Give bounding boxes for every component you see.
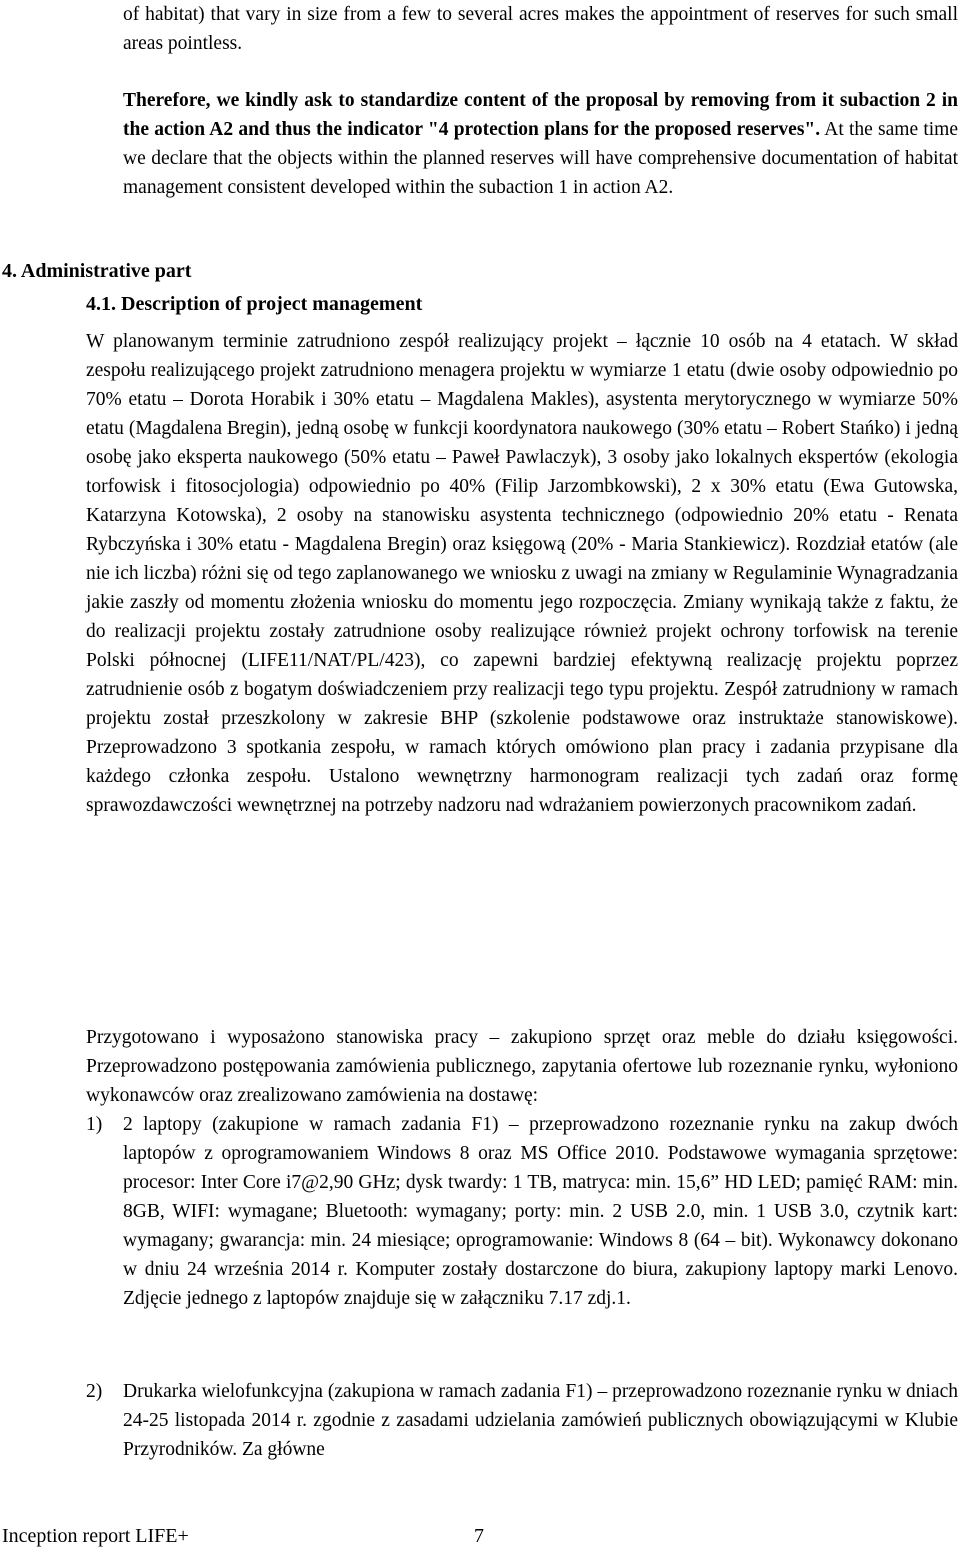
- page-number: 7: [474, 1525, 484, 1547]
- management-paragraph: W planowanym terminie zatrudniono zespół realizujący projekt – łącznie 10 osób na 4 etatach. W skład zespołu realizującego projekt zatrudniono menagera projektu w wymiarze 1 etatu (dwie osoby odpowiednio po 70% etatu – Dorota Horabik i 30% etatu – Magdalena Makles), asystenta merytorycznego w wymiarze 50% etatu (Magdalena Bregin), jedną osobę w funkcji koordynatora naukowego (30% etatu – Robert Stańko) i jedną osobę jako eksperta naukowego (50% etatu – Paweł Pawlaczyk), 3 osoby jako lokalnych ekspertów (ekologia torfowisk i fitosocjologia) odpowiednio po 40% (Filip Jarzombkowski), 2 x 30% etatu (Ewa Gutowska, Katarzyna Kotowska), 2 osoby na stanowisku asystenta technicznego (odpowiednio 20% etatu - Renata Rybczyńska i 30% etatu - Magdalena Bregin) oraz księgową (20% - Maria Stankiewicz). Rozdział etatów (ale nie ich liczba) różni się od tego zaplanowanego we wniosku z uwagi na zmiany w Regulaminie Wynagradzania jakie zaszły od momentu złożenia wniosku do momentu jego rozpoczęcia. Zmiany wynikają także z faktu, że do realizacji projektu zostały zatrudnione osoby realizujące również projekt ochrony torfowisk na terenie Polski północnej (LIFE11/NAT/PL/423), co zapewni bardziej efektywną realizację projektu poprzez zatrudnienie osób z bogatym doświadczeniem przy realizacji tego typu projektu. Zespół zatrudniony w ramach projektu został przeszkolony w zakresie BHP (szkolenie podstawowe oraz instruktaże stanowiskowe). Przeprowadzono 3 spotkania zespołu, w ramach których omówiono plan pracy i zadania przypisane dla każdego członka zespołu. Ustalono wewnętrzny harmonogram realizacji tych zadań oraz formę sprawozdawczości wewnętrznej na potrzeby nadzoru nad wdrażaniem powierzonych pracownikom zadań.: [86, 331, 958, 816]
- subsection-heading: 4.1. Description of project management: [86, 293, 423, 315]
- page-footer: [0, 1522, 960, 1551]
- intro-paragraph-1: of habitat) that vary in size from a few to several acres makes the appointment of reserves for such small areas pointless.: [123, 4, 958, 54]
- list-item-text: 2 laptopy (zakupione w ramach zadania F1) – przeprowadzono rozeznanie rynku na zakup dwóch laptopów z oprogramowaniem Windows 8 oraz MS Office 2010. Podstawowe wymagania sprzętowe: procesor: Inter Core i7@2,90 GHz; dysk twardy: 1 TB, matryca: min. 15,6” HD LED; pamięć RAM: min. 8GB, WIFI: wymagane; Bluetooth: wymagany; porty: min. 2 USB 2.0, min. 1 USB 3.0, czytnik kart: wymagany; gwarancja: min. 24 miesiące; oprogramowanie: Windows 8 (64 – bit). Wykonawcy dokonano w dniu 24 września 2014 r. Komputer zostały dostarczone do biura, zakupiony laptopy marki Lenovo. Zdjęcie jednego z laptopów znajduje się w załączniku 7.17 zdj.1.: [123, 1114, 958, 1309]
- intro-paragraph-2: [123, 86, 958, 202]
- list-item-text: Drukarka wielofunkcyjna (zakupiona w ramach zadania F1) – przeprowadzono rozeznanie rynku w dniach 24-25 listopada 2014 r. zgodnie z zasadami udzielania zamówień publicznych obowiązującymi w Klubie Przyrodników. Za główne: [123, 1381, 958, 1460]
- equipment-paragraph: Przygotowano i wyposażono stanowiska pracy – zakupiono sprzęt oraz meble do działu księgowości. Przeprowadzono postępowania zamówienia publicznego, zapytania ofertowe lub rozeznanie rynku, wyłoniono wykonawców oraz zrealizowano zamówienia na dostawę:: [86, 1027, 958, 1106]
- footer-report-title: Inception report LIFE+: [2, 1525, 189, 1547]
- intro-declaration: At the same time we declare that the objects within the planned reserves will have comprehensive documentation of habitat management consistent developed within the subaction 1 in action A2.: [123, 119, 958, 198]
- intro-request-bold: Therefore, we kindly ask to standardize content of the proposal by removing from it subaction 2 in the action A2 and thus the indicator "4 protection plans for the proposed reserves".: [123, 90, 958, 140]
- list-item-number: 2): [86, 1381, 103, 1402]
- list-item-number: 1): [86, 1114, 103, 1135]
- section-heading: 4. Administrative part: [2, 260, 192, 282]
